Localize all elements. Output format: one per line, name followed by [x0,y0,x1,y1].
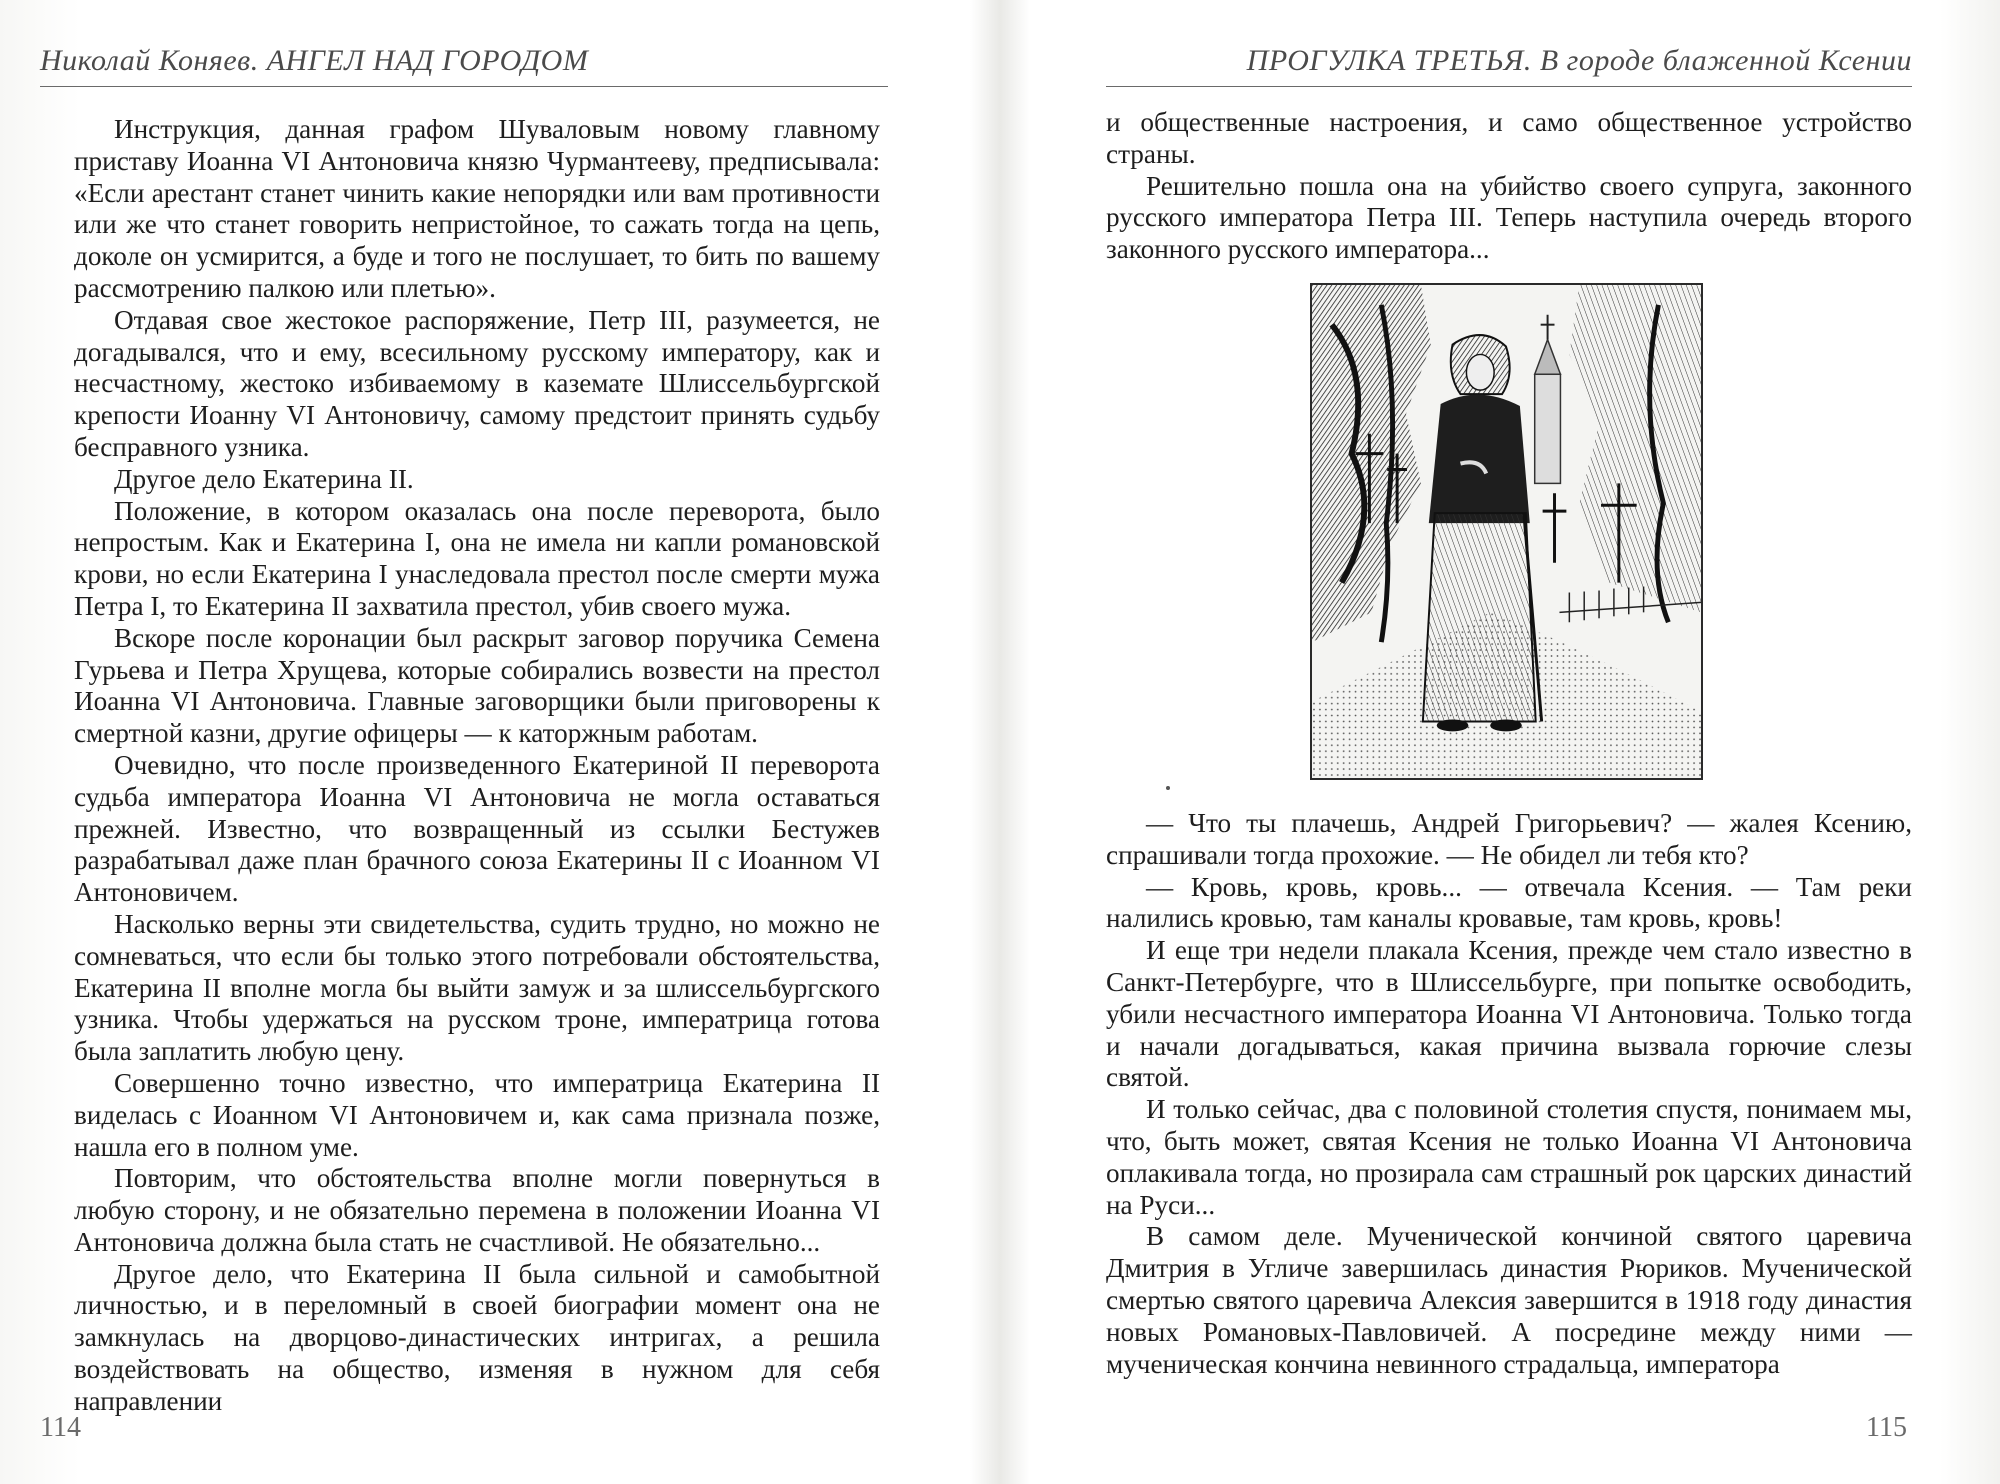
engraving-image [1312,285,1701,778]
illustration-saint-xenia [1310,283,1703,780]
right-page [1000,0,2000,1484]
right-text-block-top [1106,107,1912,266]
paragraph: Другое дело, что Екатерина II была сильной и самобытной личностью, и в переломный в своей биографии момент она не замкнулась на дворцово-династических интригах, а решила воздействовать на общество, изменяя в нужном для себя направлении [74,1258,880,1416]
paragraph: И еще три недели плакала Ксения, прежде чем стало известно в Санкт-Петербурге, что в Шлиссельбурге, при попытке освободить, убили несчастного императора Иоанна VI Антоновича. Только тогда и начали догадываться, какая причина вызвала горючие слезы святой. [1106,935,1912,1093]
paragraph: Отдавая свое жестокое распоряжение, Петр III, разумеется, не догадывался, что и ему, всесильному русскому императору, как и несчастному, жестоко избиваемому в каземате Шлиссельбургской крепости Иоанну VI Антоновичу, самому предстоит принять судьбу бесправного узника. [74,304,880,462]
paragraph: Совершенно точно известно, что императрица Екатерина II виделась с Иоанном VI Антоновичем и, как сама признала позже, нашла его в полном уме. [74,1067,880,1162]
paragraph: — Кровь, кровь, кровь... — отвечала Ксения. — Там реки налились кровью, там каналы кровавые, там кровь, кровь! [1106,871,1912,934]
left-text-block [74,114,880,1418]
right-header-rule [1106,86,1912,87]
right-running-head: ПРОГУЛКА ТРЕТЬЯ. В городе блаженной Ксении [1246,44,1912,77]
left-running-head: Николай Коняев. АНГЕЛ НАД ГОРОДОМ [40,44,589,77]
left-page-number: 114 [40,1412,81,1443]
right-page-number: 115 [1866,1412,1907,1443]
paragraph: Очевидно, что после произведенного Екатериной II переворота судьба императора Иоанна VI Антоновича не могла оставаться прежней. Известно, что возвращенный из ссылки Бестужев разрабатывал даже план брачного союза Екатерины II с Иоанном VI Антоновичем. [74,749,880,908]
paragraph: Повторим, что обстоятельства вполне могли повернуться в любую сторону, и не обязательно перемена в положении Иоанна VI Антоновича должна была стать не счастливой. Не обязательно... [74,1163,880,1257]
paragraph: И только сейчас, два с половиной столетия спустя, понимаем мы, что, быть может, святая Ксения не только Иоанна VI Антоновича оплакивала тогда, но прозирала сам страшный рок царских династий на Руси... [1106,1094,1912,1220]
paragraph: Другое дело Екатерина II. [114,463,414,494]
paragraph: Положение, в котором оказалась она после переворота, было непростым. Как и Екатерина I, она не имела ни капли романовской крови, но если Екатерина I унаследовала престол после смерти мужа Петра I, то Екатерина II захватила престол, убив своего мужа. [74,495,880,621]
paragraph: — Что ты плачешь, Андрей Григорьевич? — жалея Ксению, спрашивали тогда прохожие. — Не обидел ли тебя кто? [1106,808,1912,870]
paragraph: Инструкция, данная графом Шуваловым новому главному приставу Иоанна VI Антоновича князю Чурмантееву, предписывала: «Если арестант станет чинить какие непорядки или вам противности или же что станет говорить непристойное, то сажать тогда на цепь, доколе он усмирится, а буде и того не послушает, то бить по вашему рассмотрению палкою или плетью». [74,114,880,303]
paragraph: Вскоре после коронации был раскрыт заговор поручика Семена Гурьева и Петра Хрущева, которые собирались возвести на престол Иоанна VI Антоновича. Главные заговорщики были приговорены к смертной казни, другие офицеры — к каторжным работам. [74,622,880,749]
right-text-block-bottom [1106,808,1912,1380]
paragraph: и общественные настроения, и само общественное устройство страны. [1106,107,1912,169]
paragraph: В самом деле. Мученической кончиной святого царевича Дмитрия в Угличе завершилась династия Рюриков. Мученической смертью святого царевича Алексия завершится в 1918 году династия новых Романовых-Павловичей. А посредине между ними — мученическая кончина невинного страдальца, императора [1106,1221,1912,1379]
paragraph: Решительно пошла она на убийство своего супруга, законного русского императора Петра III. Теперь наступила очередь второго законного русского императора... [1106,170,1912,265]
print-speck [1166,786,1170,790]
paragraph: Насколько верны эти свидетельства, судить трудно, но можно не сомневаться, что если бы только этого потребовали обстоятельства, Екатерина II вполне могла бы выйти замуж и за шлиссельбургского узника. Чтобы удержаться на русском троне, императрица готова была заплатить любую цену. [74,908,880,1067]
left-header-rule [40,86,888,87]
